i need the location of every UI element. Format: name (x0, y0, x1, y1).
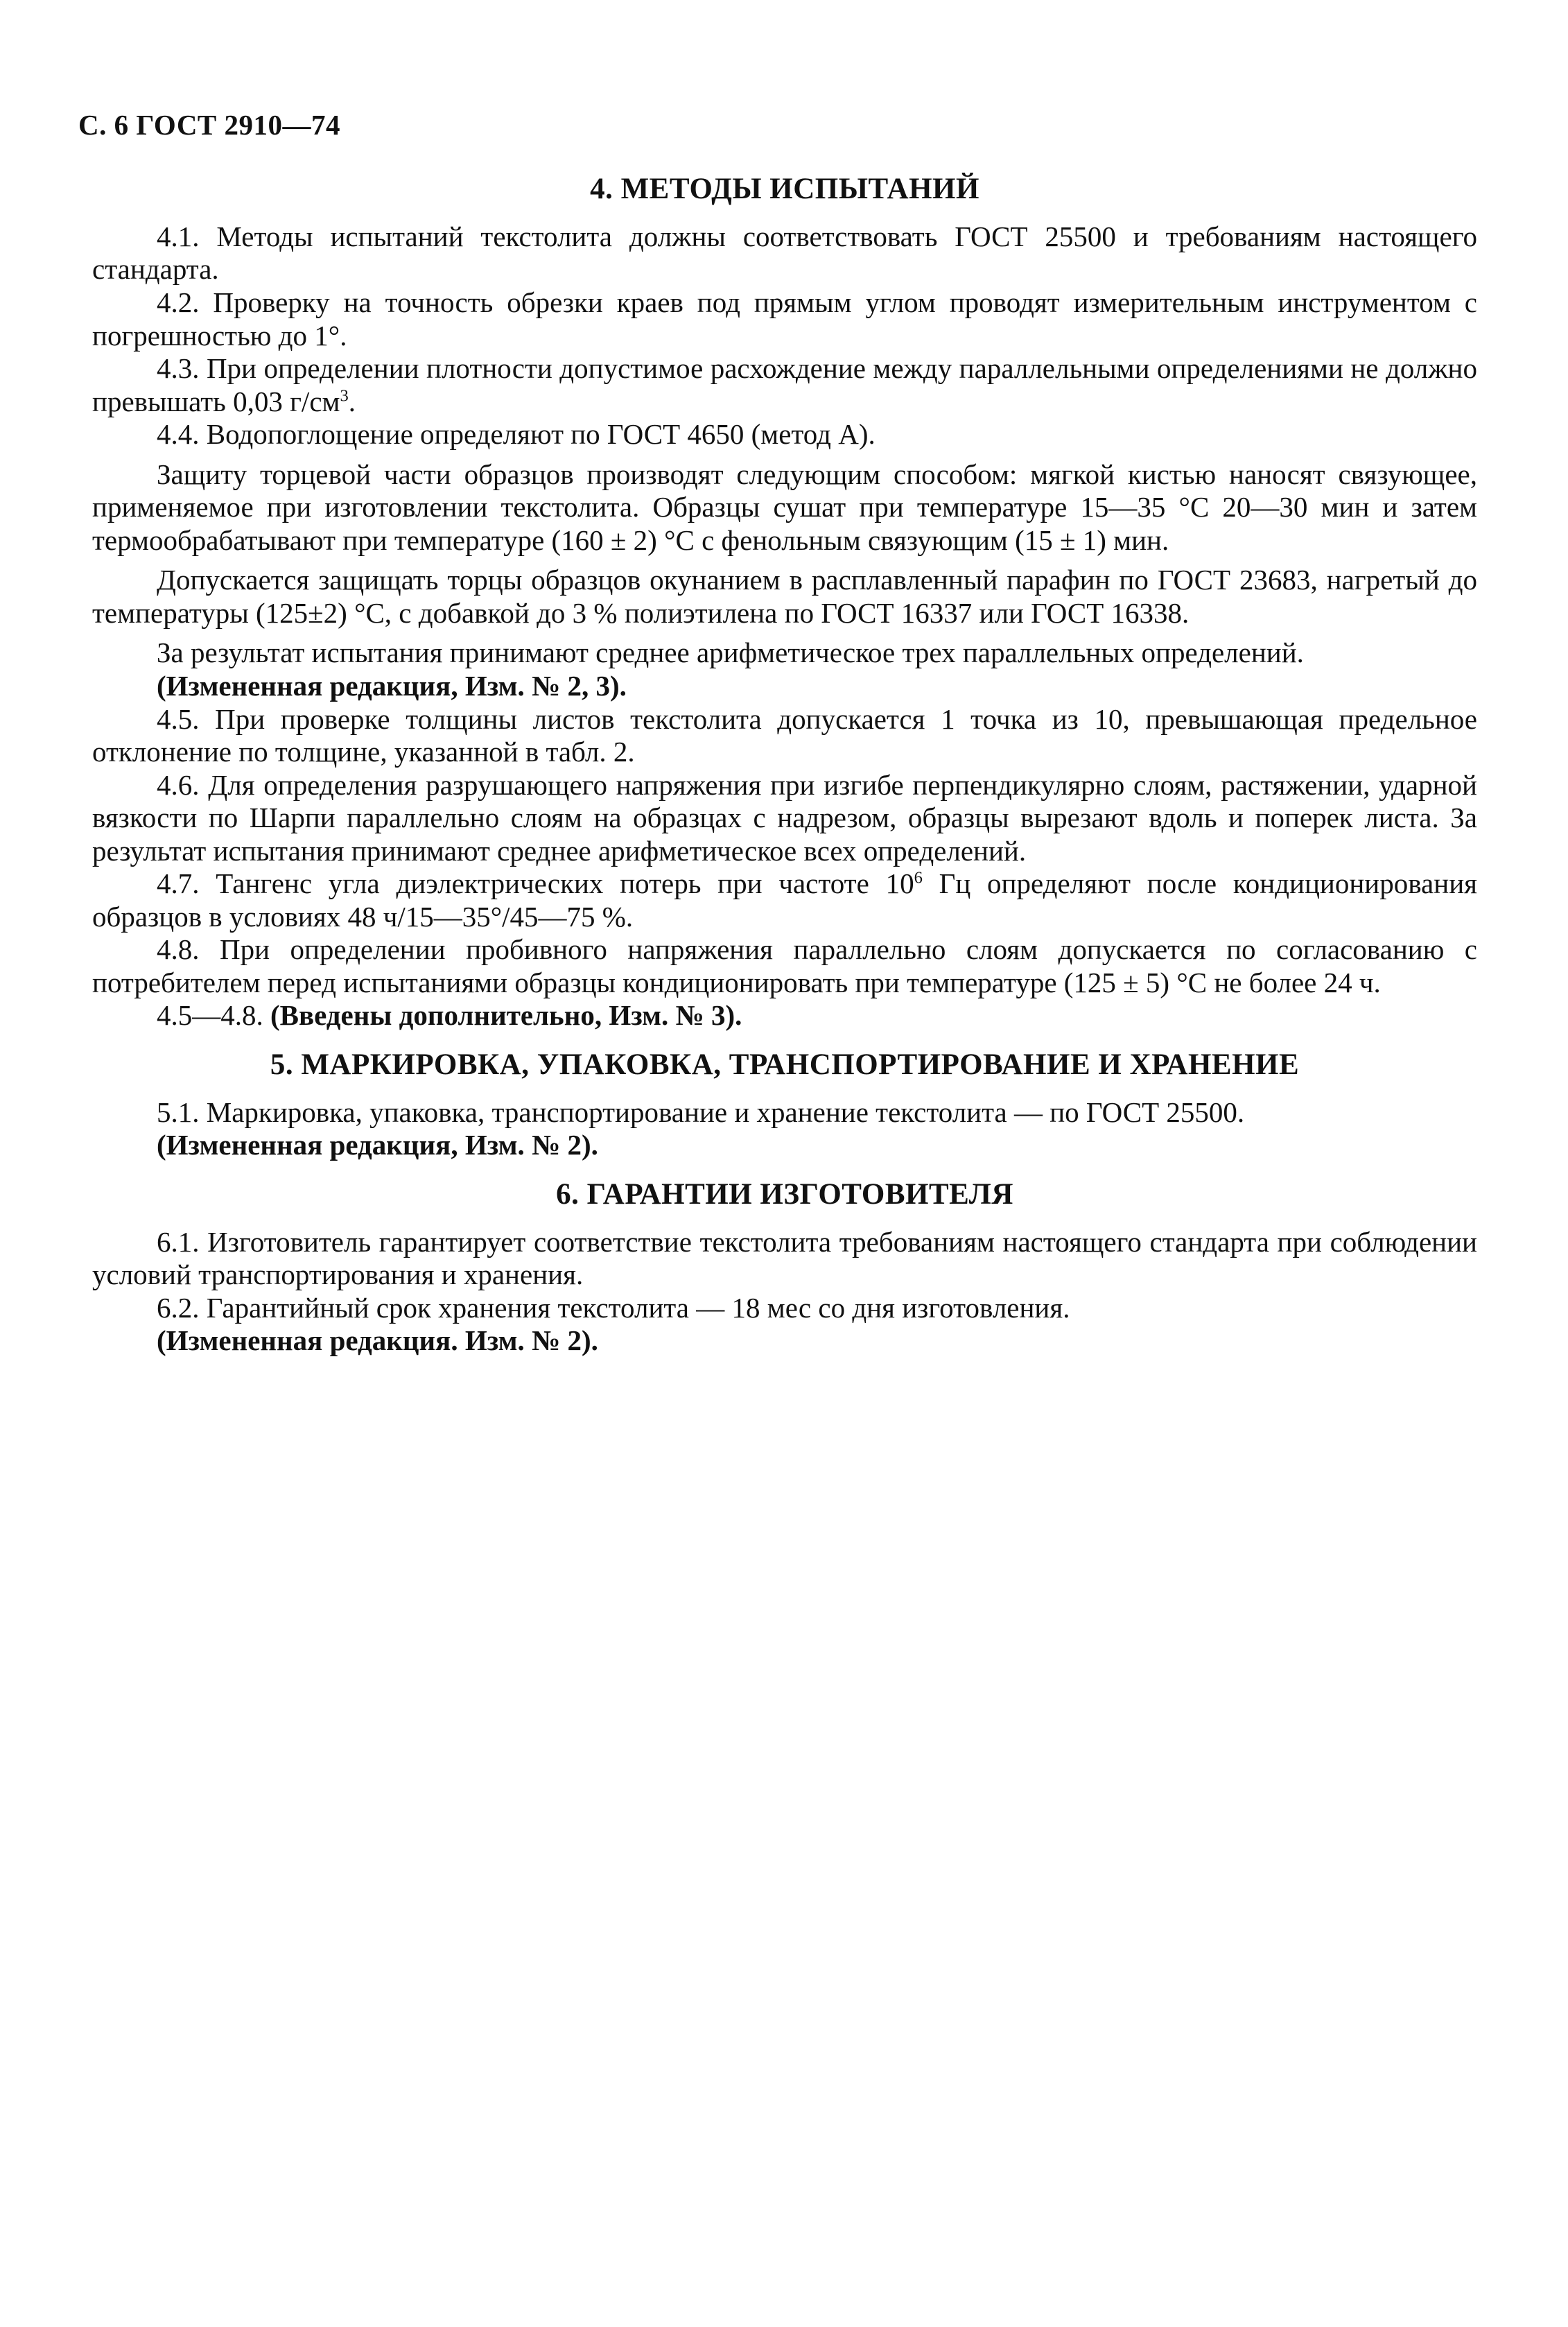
clause-6-2: 6.2. Гарантийный срок хранения текстолита — 18 мес со дня изготовления. (157, 1291, 1070, 1324)
section-4 (92, 172, 1477, 1032)
clause-4-4-allowed: Допускается защищать торцы образцов окунанием в расплавленный парафин по ГОСТ 23683, нагретый до температуры (125±2) °С, с добавкой до 3 % полиэтилена по ГОСТ 16337 или ГОСТ 16338. (92, 564, 1477, 629)
revision-note-text: (Введены дополнительно, Изм. № 3). (270, 999, 742, 1032)
page-header: С. 6 ГОСТ 2910—74 (78, 109, 341, 141)
revision-note-6: (Измененная редакция. Изм. № 2). (157, 1324, 598, 1357)
section-6 (92, 1177, 1477, 1358)
clause-4-2: 4.2. Проверку на точность обрезки краев под прямым углом проводят измерительным инструментом с погрешностью до 1°. (92, 286, 1477, 352)
section-5 (92, 1048, 1477, 1162)
clause-4-3-text: 4.3. При определении плотности допустимое расхождение между параллельными определениями не должно превышать 0,03 г/см (92, 352, 1477, 417)
document-body (92, 172, 1477, 1358)
clause-4-3-end: . (348, 385, 356, 417)
clause-4-6: 4.6. Для определения разрушающего напряжения при изгибе перпендикулярно слоям, растяжении, ударной вязкости по Шарпи параллельно слоям на образцах с надрезом, образцы вырезают вдоль и поперек листа. За результат испытания принимают среднее арифметическое всех определений. (92, 768, 1477, 867)
clause-4-7 (92, 867, 1477, 933)
clause-4-3 (92, 352, 1477, 418)
section-5-title: 5. МАРКИРОВКА, УПАКОВКА, ТРАНСПОРТИРОВАНИЕ И ХРАНЕНИЕ (270, 1048, 1300, 1081)
clause-4-3-superscript: 3 (340, 386, 349, 405)
section-6-title: 6. ГАРАНТИИ ИЗГОТОВИТЕЛЯ (556, 1177, 1013, 1211)
clause-4-4: 4.4. Водопоглощение определяют по ГОСТ 4650 (метод А). (157, 418, 876, 451)
clause-4-4-protection: Защиту торцевой части образцов производят следующим способом: мягкой кистью наносят связующее, применяемое при изготовлении текстолита. Образцы сушат при температуре 15—35 °С 20—30 мин и затем термообрабатывают при температуре (160 ± 2) °С с фенольным связующим (15 ± 1) мин. (92, 458, 1477, 556)
section-4-title: 4. МЕТОДЫ ИСПЫТАНИЙ (590, 173, 979, 205)
clause-4-5: 4.5. При проверке толщины листов текстолита допускается 1 точка из 10, превышающая предельное отклонение по толщине, указанной в табл. 2. (92, 702, 1477, 768)
revision-note-prefix: 4.5—4.8. (157, 999, 263, 1032)
clause-4-4-result: За результат испытания принимают среднее арифметическое трех параллельных определений. (157, 637, 1304, 669)
revision-note-5: (Измененная редакция, Изм. № 2). (157, 1129, 598, 1161)
revision-note-4-4: (Измененная редакция, Изм. № 2, 3). (157, 669, 627, 702)
clause-4-8: 4.8. При определении пробивного напряжения параллельно слоям допускается по согласованию с потребителем перед испытаниями образцы кондиционировать при температуре (125 ± 5) °С не более 24 ч. (92, 933, 1477, 998)
clause-6-1: 6.1. Изготовитель гарантирует соответствие текстолита требованиям настоящего стандарта при соблюдении условий транспортирования и хранения. (92, 1225, 1477, 1291)
clause-4-7-text-b: Гц определяют после кондиционирования образцов в условиях 48 ч/15—35°/45—75 %. (92, 867, 1477, 933)
clause-4-7-text-a: 4.7. Тангенс угла диэлектрических потерь при частоте 10 (157, 867, 914, 900)
clause-5-1: 5.1. Маркировка, упаковка, транспортирование и хранение текстолита — по ГОСТ 25500. (157, 1096, 1245, 1128)
clause-4-1: 4.1. Методы испытаний текстолита должны соответствовать ГОСТ 25500 и требованиям настоящего стандарта. (92, 220, 1477, 286)
clause-4-7-superscript: 6 (914, 868, 923, 888)
revision-note-4-5-4-8 (157, 999, 1477, 1032)
